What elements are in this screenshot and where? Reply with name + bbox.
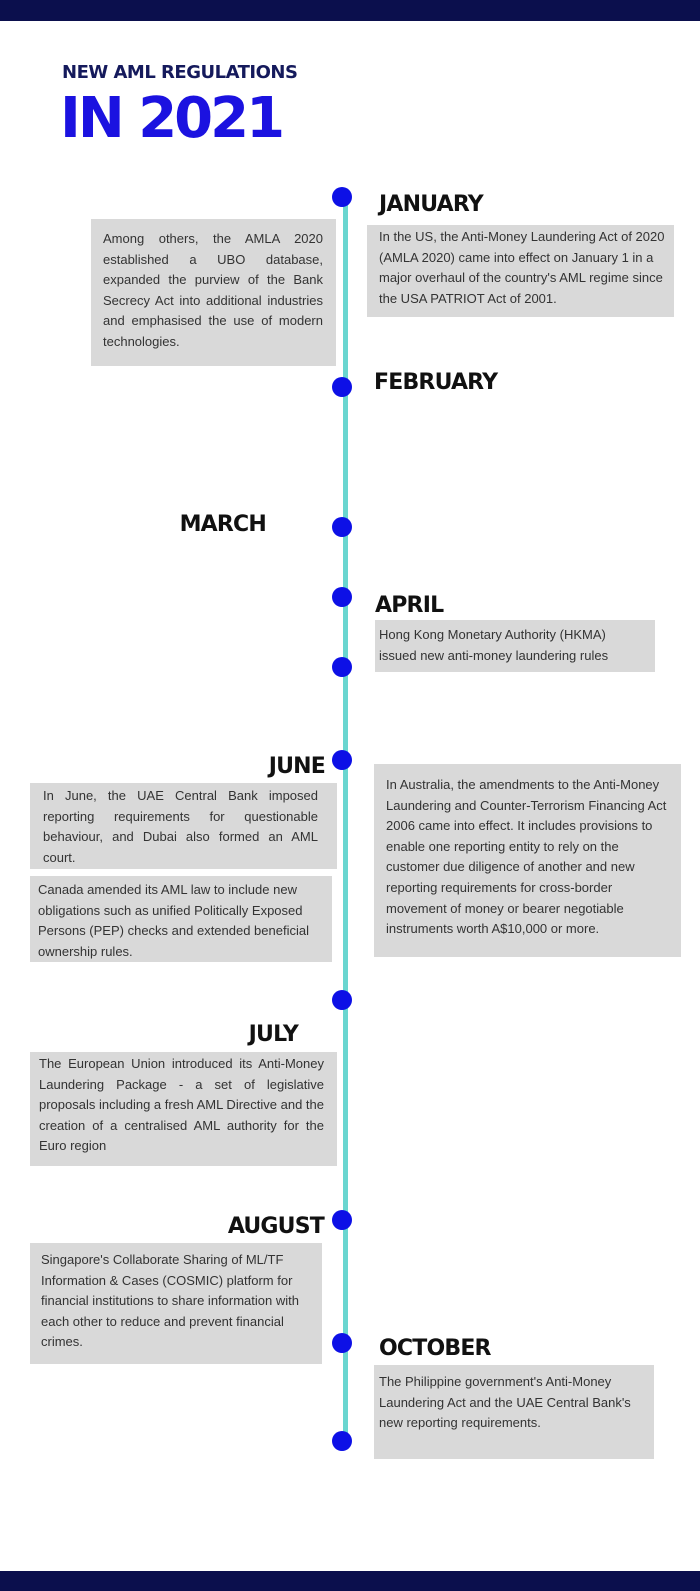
event-text: Canada amended its AML law to include new obligations such as unified Politically Exposed Persons (PEP) checks and extended beneficial ownership rules. — [38, 882, 309, 959]
event-card-june-australia — [374, 764, 681, 957]
event-text: In Australia, the amendments to the Anti-Money Laundering and Counter-Terrorism Financing Act 2006 came into effect. It includes provisions to enable one reporting entity to rely on the customer due diligence of another and new reporting requirements for cross-border movement of money or bearer negotiable instruments worth A$10,000 or more. — [386, 777, 667, 937]
event-text: The Philippine government's Anti-Money Laundering Act and the UAE Central Bank's new reporting requirements. — [379, 1374, 631, 1431]
event-text: In June, the UAE Central Bank imposed reporting requirements for questionable behaviour, and Dubai also formed an AML court. — [43, 788, 318, 865]
event-card-october-philippines — [374, 1365, 654, 1459]
month-april: APRIL — [375, 593, 444, 618]
timeline-dot-january — [332, 187, 352, 207]
month-august: AUGUST — [227, 1214, 324, 1239]
event-text: Singapore's Collaborate Sharing of ML/TF Information & Cases (COSMIC) platform for financial institutions to share information with each other to reduce and prevent financial crimes. — [41, 1252, 299, 1350]
event-card-april-hkma — [375, 620, 655, 672]
event-card-june-canada — [30, 876, 332, 962]
event-card-january-amla — [91, 219, 336, 366]
timeline-dot-march — [332, 517, 352, 537]
timeline-dot-june — [332, 750, 352, 770]
event-text: Among others, the AMLA 2020 established a UBO database, expanded the purview of the Bank Secrecy Act into additional industries and emphasised the use of modern technologies. — [103, 231, 323, 349]
timeline-dot-end — [332, 1431, 352, 1451]
month-march: MARCH — [179, 512, 266, 537]
timeline-dot-august — [332, 1210, 352, 1230]
timeline-dot-may — [332, 657, 352, 677]
timeline-dot-april — [332, 587, 352, 607]
page-title: IN 2021 — [60, 86, 283, 151]
month-january: JANUARY — [379, 192, 483, 217]
timeline-dot-february — [332, 377, 352, 397]
event-card-january-us — [367, 225, 674, 317]
event-card-june-uae — [30, 783, 337, 869]
event-text: Hong Kong Monetary Authority (HKMA) issued new anti-money laundering rules — [379, 627, 609, 663]
month-june: JUNE — [268, 754, 325, 779]
event-card-august-singapore — [30, 1243, 322, 1364]
event-text: The European Union introduced its Anti-Money Laundering Package - a set of legislative proposals including a fresh AML Directive and the creation of a centralised AML authority for the Euro region — [39, 1056, 324, 1154]
bottom-band — [0, 1571, 700, 1591]
top-band — [0, 0, 700, 21]
month-february: FEBRUARY — [374, 370, 498, 395]
timeline-dot-october — [332, 1333, 352, 1353]
page-subtitle: NEW AML REGULATIONS — [62, 62, 298, 83]
month-october: OCTOBER — [379, 1336, 491, 1361]
month-july: JULY — [248, 1022, 298, 1047]
event-card-july-eu — [30, 1052, 337, 1166]
timeline-dot-july — [332, 990, 352, 1010]
event-text: In the US, the Anti-Money Laundering Act of 2020 (AMLA 2020) came into effect on January 1 in a major overhaul of the country's AML regime since the USA PATRIOT Act of 2001. — [379, 229, 665, 306]
